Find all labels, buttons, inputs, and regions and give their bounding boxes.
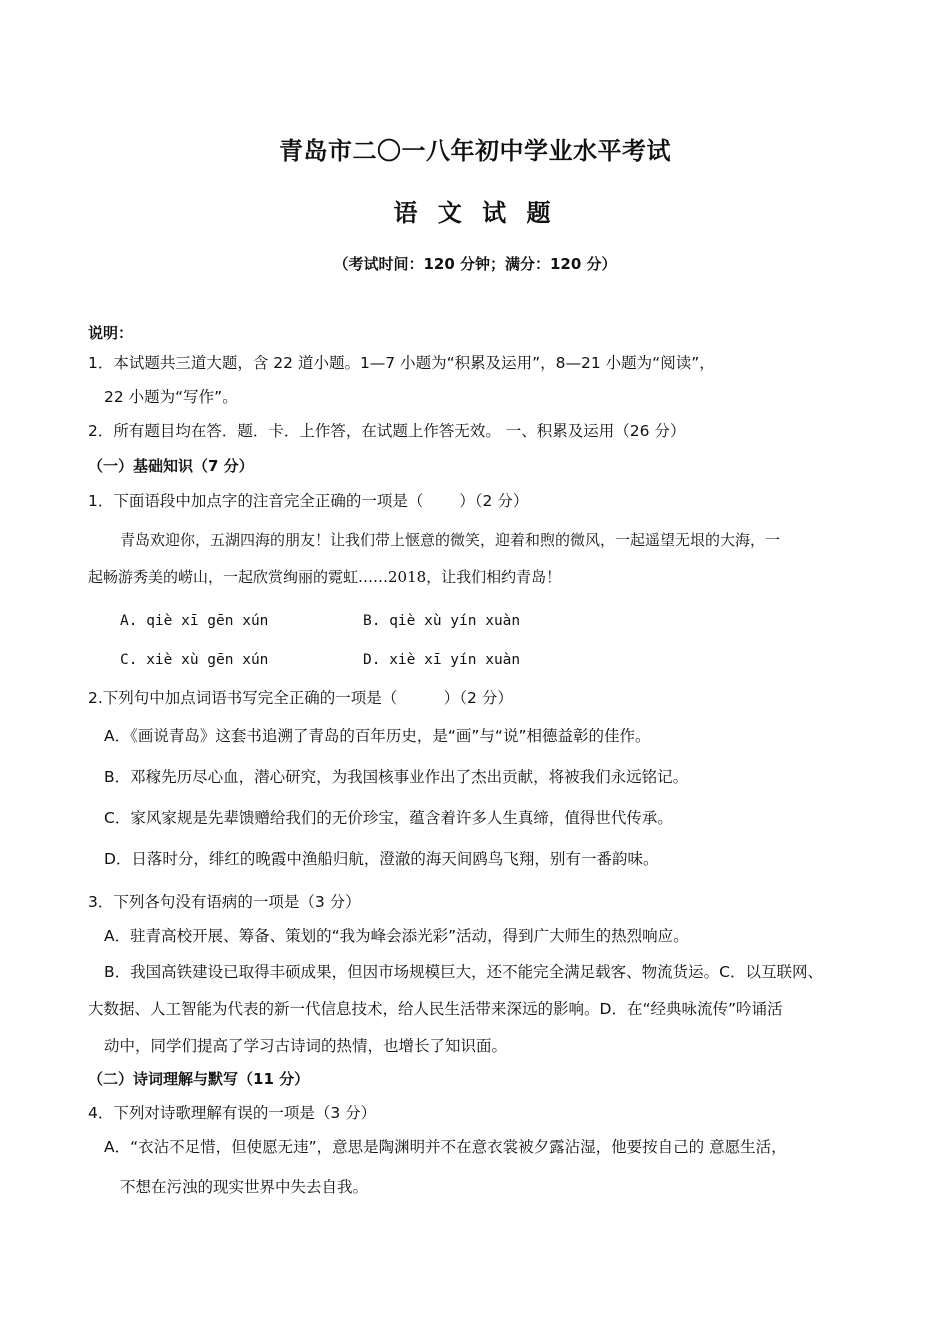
question-2-option-d: D．日落时分，绯红的晚霞中渔船归航，澄澈的海天间鸥鸟飞翔，别有一番韵味。 xyxy=(104,850,659,868)
exam-title: 青岛市二〇一八年初中学业水平考试 xyxy=(279,137,671,165)
question-1-option-a: A. qiè xī gēn xún xyxy=(120,613,269,629)
exam-info: （考试时间：120 分钟；满分：120 分） xyxy=(333,255,617,273)
instructions-label: 说明： xyxy=(88,324,134,342)
question-1-passage: 青岛欢迎你，五湖四海的朋友！让我们带上惬意的微笑，迎着和煦的微风，一起遥望无垠的大海，一 xyxy=(120,531,781,549)
question-2-option-b: B．邓稼先历尽心血，潜心研究，为我国核事业作出了杰出贡献，将被我们永远铭记。 xyxy=(104,768,689,786)
question-2-option-a: A．《画说青岛》这套书追溯了青岛的百年历史，是“画”与“说”相德益彰的佳作。 xyxy=(104,727,651,745)
question-3-options-line-1: B．我国高铁建设已取得丰硕成果，但因市场规模巨大，还不能完全满足载客、物流货运。C．以互联网、 xyxy=(104,963,823,981)
question-1-option-c: C. xiè xù gēn xún xyxy=(120,652,269,668)
section-heading-poetry: （二）诗词理解与默写（11 分） xyxy=(88,1070,310,1088)
question-3-stem: 3．下列各句没有语病的一项是（3 分） xyxy=(88,893,361,911)
question-1-option-b: B. qiè xù yín xuàn xyxy=(363,613,521,629)
question-4-option-a: A．“衣沾不足惜，但使愿无违”，意思是陶渊明并不在意衣裳被夕露沾湿，他要按自己的 意愿生活， xyxy=(104,1138,787,1156)
instruction-item-1-cont: 22 小题为“写作”。 xyxy=(104,388,238,406)
question-1-stem: 1．下面语段中加点字的注音完全正确的一项是（ ）（2 分） xyxy=(88,492,529,510)
question-2-stem: 2.下列句中加点词语书写完全正确的一项是（ ）（2 分） xyxy=(88,689,513,707)
subject-title: 语 文 试 题 xyxy=(393,199,557,227)
question-1-option-d: D. xiè xī yín xuàn xyxy=(363,652,521,668)
question-2-option-c: C．家风家规是先辈馈赠给我们的无价珍宝，蕴含着许多人生真缔，值得世代传承。 xyxy=(104,809,673,827)
question-3-options-line-2: 大数据、人工智能为代表的新一代信息技术，给人民生活带来深远的影响。D．在“经典咏流传”吟诵活 xyxy=(88,1000,783,1018)
question-4-stem: 4．下列对诗歌理解有误的一项是（3 分） xyxy=(88,1104,377,1122)
section-heading-basic: （一）基础知识（7 分） xyxy=(88,457,254,475)
instruction-item-2: 2．所有题目均在答．题．卡．上作答，在试题上作答无效。 一、积累及运用（26 分） xyxy=(88,422,686,440)
question-1-passage-cont: 起畅游秀美的崂山，一起欣赏绚丽的霓虹……2018，让我们相约青岛！ xyxy=(88,568,562,586)
question-4-option-a-cont: 不想在污浊的现实世界中失去自我。 xyxy=(120,1178,369,1196)
question-3-option-a: A．驻青高校开展、筹备、策划的“我为峰会添光彩”活动，得到广大师生的热烈响应。 xyxy=(104,927,689,945)
instruction-item-1: 1．本试题共三道大题，含 22 道小题。1—7 小题为“积累及运用”，8—21 小题为“阅读”， xyxy=(88,354,715,372)
question-3-options-line-3: 动中，同学们提高了学习古诗词的热情，也增长了知识面。 xyxy=(104,1037,508,1055)
